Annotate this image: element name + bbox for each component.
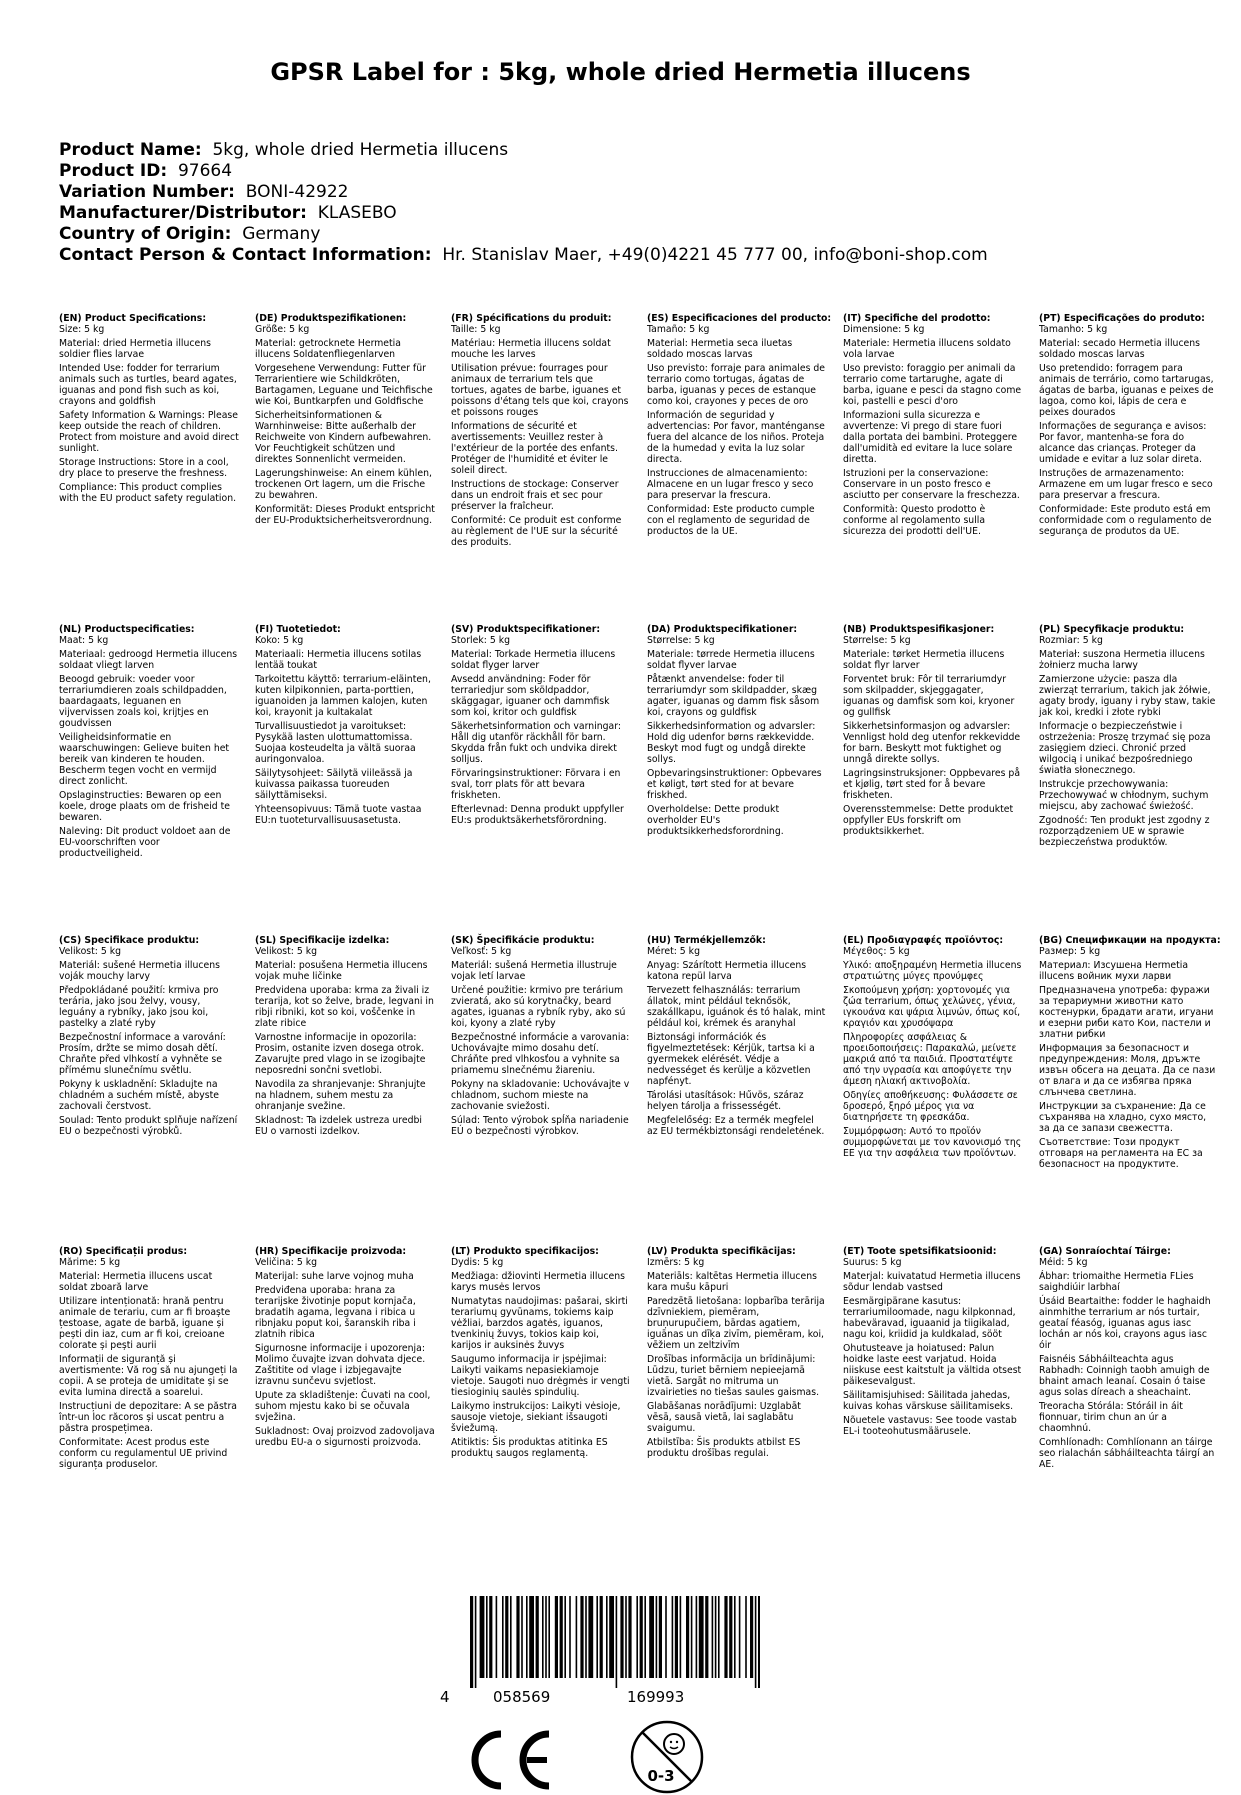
spec-block	[1039, 624, 1219, 848]
barcode-bar	[489, 1596, 492, 1678]
spec-heading: (NL) Productspecificaties:	[59, 624, 195, 635]
spec-field: Υλικό: αποξηραμένη Hermetia illucens στρατιώτης μύγες προνύμφες	[843, 960, 1022, 982]
barcode-bar	[640, 1596, 643, 1678]
spec-field: Biztonsági információk és figyelmeztetések: Kérjük, tartsa ki a gyermekek elérését. Védje a nedvességet és kerülje a közvetlen napfényt.	[647, 1032, 815, 1087]
spec-field: Utilizare intenționată: hrană pentru animale de terariu, cum ar fi broaște țestoase, agate de barbă, iguane și pești din iaz, cum ar fi koi, creioane colorate și pești aurii	[59, 1296, 231, 1351]
barcode-bar	[521, 1596, 523, 1678]
spec-field: Tarkoitettu käyttö: terrarium-eläinten, kuten kilpikonnien, parta-porttien, iguanoiden ja lammen kalojen, kuten koi, krayonit ja kultakalat	[255, 674, 431, 718]
spec-field: Bezpečnostní informace a varování: Prosím, držte se mimo dosah dětí. Chraňte před vlhkostí a vyhněte se přímému slunečnímu světlu.	[59, 1032, 226, 1076]
barcode-bar	[699, 1596, 704, 1678]
spec-field: Material: secado Hermetia illucens soldado moscas larvas	[1039, 338, 1201, 360]
spec-field: Σκοπούμενη χρήση: χορτονομές για ζώα terrarium, όπως χελώνες, γένια, ιγκουάνα και ψάρια λιμνών, όπως κοί, κραγιόν και χρυσόψαρα	[843, 985, 1021, 1029]
spec-heading: (ET) Toote spetsifikatsioonid:	[843, 1246, 997, 1257]
spec-block	[451, 624, 631, 826]
barcode-bar	[625, 1596, 627, 1678]
spec-block	[843, 1246, 1023, 1437]
spec-heading: (ES) Especificaciones del producto:	[647, 313, 832, 324]
barcode-bar	[750, 1596, 753, 1678]
spec-size: Mărime: 5 kg	[59, 1257, 121, 1268]
spec-size: Méid: 5 kg	[1039, 1257, 1088, 1268]
spec-block	[59, 624, 239, 859]
spec-field: Megfelelőség: Ez a termék megfelel az EU termékbiztonsági rendeletének.	[647, 1115, 825, 1137]
barcode-bar	[649, 1596, 654, 1678]
spec-field: Atitiktis: Šis produktas atitinka ES produktų saugos reglamentą.	[451, 1437, 608, 1459]
spec-size: Dimensione: 5 kg	[843, 324, 925, 335]
spec-field: Avsedd användning: Foder för terrariedjur som sköldpaddor, skäggagar, iguaner och dammfisk som koi, kritor och guldfisk	[451, 674, 610, 718]
spec-field: Istruzioni per la conservazione: Conservare in un posto fresco e asciutto per conservare la freschezza.	[843, 468, 1020, 501]
spec-size: Velikost: 5 kg	[59, 946, 121, 957]
spec-field: Säilitamisjuhised: Säilitada jahedas, kuivas kohas värskuse säilitamiseks.	[843, 1390, 1014, 1412]
spec-block	[843, 313, 1023, 537]
barcode-bar	[616, 1596, 618, 1688]
barcode-bar	[656, 1596, 658, 1678]
barcode-bar	[620, 1596, 623, 1678]
barcode-bar	[739, 1596, 741, 1678]
barcode-bar	[606, 1596, 608, 1678]
spec-field: Conformidad: Este producto cumple con el reglamento de seguridad de productos de la UE.	[647, 504, 815, 537]
spec-heading: (PT) Especificações do produto:	[1039, 313, 1205, 324]
spec-size: Taille: 5 kg	[451, 324, 501, 335]
spec-field: Overensstemmelse: Dette produktet oppfyller EUs forskrift om produktsikkerhet.	[843, 804, 1014, 837]
spec-block	[255, 1246, 435, 1448]
spec-size: Izmērs: 5 kg	[647, 1257, 705, 1268]
spec-field: Инструкции за съхранение: Да се съхранява на хладно, сухо място, за да се запази свежестта.	[1039, 1101, 1207, 1134]
spec-field: Информация за безопасност и предупреждения: Моля, дръжте извън обсега на децата. Да се пази от влага и да се избягва пряка слънчева светлина.	[1039, 1043, 1216, 1098]
barcode-bar	[585, 1596, 587, 1678]
spec-field: Conformidade: Este produto está em conformidade com o regulamento de segurança de produtos da UE.	[1039, 504, 1212, 537]
spec-field: Utilisation prévue: fourrages pour animaux de terrarium tels que tortues, agates de barbe, iguanes et poissons d'étang tels que koi, crayons et poissons rouges	[451, 363, 629, 418]
spec-field: Eesmärgipärane kasutus: terrariumiloomade, nagu kilpkonnad, habeväravad, iguaanid ja tiigikalad, nagu koi, kriidid ja kuldkalad, sööt	[843, 1296, 1016, 1340]
info-row-product-name	[59, 140, 988, 161]
spec-field: Ábhar: triomaithe Hermetia FLies saighdiúir larbhaí	[1039, 1271, 1194, 1293]
spec-heading: (SK) Špecifikácie produktu:	[451, 935, 595, 946]
barcode-bar	[691, 1596, 693, 1678]
spec-field: Předpokládané použití: krmiva pro terária, jako jsou želvy, vousy, leguány a rybníky, jako jsou koi, pastelky a zlaté ryby	[59, 985, 219, 1029]
barcode-bar	[542, 1596, 544, 1678]
barcode-bar	[675, 1596, 678, 1678]
spec-block	[647, 935, 827, 1137]
spec-field: Uso previsto: foraggio per animali da terrario come tartarughe, agate di barba, iguane e pesci da stagno come koi, pastelli e pesci d'oro	[843, 363, 1022, 407]
spec-field: Material: Hermetia illucens uscat soldat zboară larve	[59, 1271, 213, 1293]
spec-heading: (PL) Specyfikacje produktu:	[1039, 624, 1185, 635]
spec-field: Zamierzone użycie: pasza dla zwierząt terrarium, takich jak żółwie, agaty brody, iguany i ryby staw, takie jak koi, kredki i złote rybki	[1039, 674, 1216, 718]
barcode-bar	[745, 1596, 747, 1678]
spec-heading: (DE) Produktspezifikationen:	[255, 313, 407, 324]
spec-field: Materjal: kuivatatud Hermetia illucens sõdur lendab vastsed	[843, 1271, 1021, 1293]
spec-field: Vorgesehene Verwendung: Futter für Terrarientiere wie Schildkröten, Bartagamen, Leguane und Teichfische wie Koi, Buntkarpfen und Goldfische	[255, 363, 433, 407]
spec-field: Uso previsto: forraje para animales de terrario como tortugas, ágatas de barba, iguanas y peces de estanque como koi, crayones y peces de oro	[647, 363, 825, 407]
barcode-bar	[672, 1596, 674, 1678]
spec-field: Предназначена употреба: фуражи за терариумни животни като костенурки, брадати агати, игуани и езерни риби като Кои, пастели и златни рибки	[1039, 985, 1214, 1040]
spec-block	[255, 313, 435, 526]
spec-heading: (GA) Sonraíochtaí Táirge:	[1039, 1246, 1171, 1257]
spec-field: Compliance: This product complies with the EU product safety regulation.	[59, 482, 237, 504]
info-value: Germany	[242, 224, 321, 244]
info-row-variation	[59, 182, 988, 203]
spec-field: Lagerungshinweise: An einem kühlen, trockenen Ort lagern, um die Frische zu bewahren.	[255, 468, 432, 501]
spec-heading: (HU) Termékjellemzők:	[647, 935, 766, 946]
spec-field: Uso pretendido: forragem para animais de terrário, como tartarugas, ágatas de barba, iguanas e peixes de lagoa, como koi, lápis de cera e peixes dourados	[1039, 363, 1214, 418]
spec-field: Conformitate: Acest produs este conform cu regulamentul UE privind siguranța produselor.	[59, 1437, 228, 1470]
spec-block	[451, 1246, 631, 1459]
spec-field: Glabāšanas norādījumi: Uzglabāt vēsā, sausā vietā, lai saglabātu svaigumu.	[647, 1401, 801, 1434]
age-label: 0-3	[647, 1767, 675, 1785]
barcode-bar	[755, 1596, 757, 1688]
spec-heading: (EN) Product Specifications:	[59, 313, 207, 324]
spec-field: Materiale: tørrede Hermetia illucens soldat flyver larvae	[647, 649, 815, 671]
spec-field: Instrukcje przechowywania: Przechowywać w chłodnym, suchym miejscu, aby zachować świeżość.	[1039, 779, 1209, 812]
barcode-bar	[644, 1596, 646, 1678]
barcode-bar	[659, 1596, 662, 1678]
spec-size: Størrelse: 5 kg	[647, 635, 715, 646]
barcode-bar	[758, 1596, 760, 1688]
spec-heading: (FR) Spécifications du produit:	[451, 313, 612, 324]
spec-field: Intended Use: fodder for terrarium animals such as turtles, beard agates, iguanas and pond fish such as koi, crayons and goldfish	[59, 363, 237, 407]
spec-field: Úsáid Beartaithe: fodder le haghaidh ainmhithe terrarium ar nós turtair, geataí féasóg, iguanas agus iasc lochán ar nós koi, crayons agus iasc óir	[1039, 1296, 1211, 1351]
spec-heading: (BG) Спецификации на продукта:	[1039, 935, 1221, 946]
spec-field: Lagringsinstruksjoner: Oppbevares på et kjølig, tørt sted for å bevare friskheten.	[843, 768, 1021, 801]
spec-field: Sikkerhetsinformasjon og advarsler: Vennligst hold deg utenfor rekkevidde for barn. Beskytt mot fuktighet og unngå direkte sollys.	[843, 721, 1021, 765]
info-value: 5kg, whole dried Hermetia illucens	[212, 140, 509, 160]
barcode	[470, 1596, 760, 1688]
ce-mark-icon	[459, 1727, 555, 1793]
spec-field: Tervezett felhasználás: terrarium állatok, mint például teknősök, szakállkapu, iguánok és tó halak, mint például koi, krémek és aranyhal	[647, 985, 826, 1029]
spec-field: Nõuetele vastavus: See toode vastab EL-i tooteohutusmäärusele.	[843, 1415, 1017, 1437]
spec-field: Numatytas naudojimas: pašarai, skirti terariumų gyvūnams, tokiems kaip vėžliai, barzdos agatės, iguanos, tvenkinių žuvys, tokios kaip koi, karijos ir auksinės žuvys	[451, 1296, 628, 1351]
spec-size: Größe: 5 kg	[255, 324, 310, 335]
spec-field: Conformité: Ce produit est conforme au règlement de l'UE sur la sécurité des produits.	[451, 515, 622, 548]
spec-field: Materiał: suszona Hermetia illucens żołnierz mucha larwy	[1039, 649, 1205, 671]
spec-size: Koko: 5 kg	[255, 635, 304, 646]
spec-field: Predvidena uporaba: krma za živali iz terarija, kot so želve, brade, legvani in ribji ribniki, kot so koi, voščenke in zlate ribice	[255, 985, 434, 1029]
barcode-bar	[712, 1596, 714, 1678]
spec-field: Material: dried Hermetia illucens soldier flies larvae	[59, 338, 211, 360]
spec-field: Safety Information & Warnings: Please keep outside the reach of children. Protect from moisture and avoid direct sunlight.	[59, 410, 239, 454]
barcode-bar	[588, 1596, 593, 1678]
spec-block	[59, 935, 239, 1137]
spec-field: Instrucțiuni de depozitare: A se păstra într-un loc răcoros și uscat pentru a păstra prospețimea.	[59, 1401, 237, 1434]
spec-size: Tamanho: 5 kg	[1039, 324, 1108, 335]
spec-field: Sicherheitsinformationen & Warnhinweise: Bitte außerhalb der Reichweite von Kindern aufbewahren. Vor Feuchtigkeit schützen und direktes Sonnenlicht vermeiden.	[255, 410, 432, 465]
spec-field: Opbevaringsinstruktioner: Opbevares et køligt, tørt sted for at bevare friskhed.	[647, 768, 822, 801]
spec-size: Tamaño: 5 kg	[647, 324, 710, 335]
spec-size: Dydis: 5 kg	[451, 1257, 504, 1268]
spec-field: Skladnost: Ta izdelek ustreza uredbi EU o varnosti izdelkov.	[255, 1115, 423, 1137]
barcode-bar	[545, 1596, 547, 1678]
spec-field: Opslaginstructies: Bewaren op een koele, droge plaats om de frisheid te bewaren.	[59, 790, 230, 823]
info-value: BONI-42922	[245, 182, 349, 202]
spec-field: Storage Instructions: Store in a cool, dry place to preserve the freshness.	[59, 457, 229, 479]
info-row-product-id	[59, 161, 988, 182]
barcode-bar	[636, 1596, 638, 1678]
spec-block	[1039, 935, 1219, 1170]
spec-field: Pokyny k uskladnění: Skladujte na chladném a suchém místě, abyste zachovali čerstvost.	[59, 1079, 219, 1112]
spec-field: Συμμόρφωση: Αυτό το προϊόν συμμορφώνεται με τον κανονισμό της ΕΕ για την ασφάλεια των προϊόντων.	[843, 1126, 1022, 1159]
spec-field: Material: Torkade Hermetia illucens soldat flyger larver	[451, 649, 616, 671]
barcode-bar	[715, 1596, 717, 1678]
spec-heading: (RO) Specificații produs:	[59, 1246, 188, 1257]
spec-heading: (HR) Specifikacije proizvoda:	[255, 1246, 407, 1257]
spec-field: Bezpečnostné informácie a varovania: Uchovávajte mimo dosahu detí. Chráňte pred vlhkosťou a vyhnite sa priamemu slnečnému žiareniu.	[451, 1032, 630, 1076]
barcode-bar	[600, 1596, 603, 1678]
barcode-bar	[555, 1596, 558, 1678]
spec-size: Veličina: 5 kg	[255, 1257, 318, 1268]
spec-field: Instruções de armazenamento: Armazene em um lugar fresco e seco para preservar a frescura.	[1039, 468, 1213, 501]
spec-field: Súlad: Tento výrobok spĺňa nariadenie EÚ o bezpečnosti výrobkov.	[451, 1115, 629, 1137]
spec-field: Πληροφορίες ασφάλειας & προειδοποιήσεις: Παρακαλώ, μείνετε μακριά από τα παιδιά. Προστατέψτε από την υγρασία και αποφύγετε την άμεση ηλιακή ακτινοβολία.	[843, 1032, 1017, 1087]
spec-block	[451, 935, 631, 1137]
spec-size: Size: 5 kg	[59, 324, 105, 335]
spec-field: Efterlevnad: Denna produkt uppfyller EU:s produktsäkerhetsförordning.	[451, 804, 624, 826]
spec-field: Instructions de stockage: Conserver dans un endroit frais et sec pour préserver la fraîcheur.	[451, 479, 619, 512]
spec-field: Beoogd gebruik: voeder voor terrariumdieren zoals schildpadden, baardagaats, leguanen en vijvervissen zoals koi, krijtjes en goudvissen	[59, 674, 227, 729]
spec-block	[647, 1246, 827, 1459]
info-value: Hr. Stanislav Maer, +49(0)4221 45 777 00, info@boni-shop.com	[442, 245, 988, 265]
spec-field: Material: Hermetia seca iluetas soldado moscas larvas	[647, 338, 793, 360]
spec-field: Medžiaga: džiovinti Hermetia illucens karys musės lervos	[451, 1271, 625, 1293]
spec-field: Informações de segurança e avisos: Por favor, mantenha-se fora do alcance das crianças. Proteger da umidade e evitar a luz solar direta.	[1039, 421, 1207, 465]
spec-field: Určené použitie: krmivo pre terárium zvieratá, ako sú korytnačky, beard agates, iguanas a rybník ryby, ako sú koi, kyony a zlaté ryby	[451, 985, 626, 1029]
spec-field: Matériau: Hermetia illucens soldat mouche les larves	[451, 338, 611, 360]
barcode-bar	[576, 1596, 578, 1678]
spec-block	[1039, 1246, 1219, 1470]
barcode-bar	[505, 1596, 508, 1678]
spec-field: Sukladnost: Ovaj proizvod zadovoljava uredbu EU-a o sigurnosti proizvoda.	[255, 1426, 435, 1448]
spec-field: Οδηγίες αποθήκευσης: Φυλάσσετε σε δροσερό, ξηρό μέρος για να διατηρήσετε τη φρεσκάδα.	[843, 1090, 1018, 1123]
spec-field: Materiaali: Hermetia illucens sotilas lentää toukat	[255, 649, 422, 671]
info-label: Manufacturer/Distributor:	[59, 203, 307, 223]
info-row-manufacturer	[59, 203, 988, 224]
spec-field: Soulad: Tento produkt splňuje nařízení EU o bezpečnosti výrobků.	[59, 1115, 238, 1137]
spec-field: Pokyny na skladovanie: Uchovávajte v chladnom, suchom mieste na zachovanie sviežosti.	[451, 1079, 630, 1112]
barcode-bar	[609, 1596, 614, 1678]
spec-field: Drošības informācija un brīdinājumi: Lūdzu, turiet bērniem nepieejamā vietā. Sargāt no mitruma un izvairieties no tiešas saules gaismas.	[647, 1354, 820, 1398]
spec-field: Navodila za shranjevanje: Shranjujte na hladnem, suhem mestu za ohranjanje svežine.	[255, 1079, 426, 1112]
spec-size: Μέγεθος: 5 kg	[843, 946, 910, 957]
spec-heading: (SL) Specifikacije izdelka:	[255, 935, 390, 946]
spec-block	[843, 624, 1023, 837]
spec-field: Anyag: Szárított Hermetia illucens katona repül larva	[647, 960, 807, 982]
barcode-bar	[486, 1596, 488, 1678]
spec-heading: (DA) Produktspecifikationer:	[647, 624, 798, 635]
spec-field: Paredzētā lietošana: lopbarība terārija dzīvniekiem, piemēram, bruņurupučiem, bārdas agatiem, iguānas un dīķa zivīm, piemēram, koi, vēžiem un zeltzivīm	[647, 1296, 825, 1351]
spec-heading: (IT) Specifiche del prodotto:	[843, 313, 991, 324]
spec-field: Saugumo informacija ir įspėjimai: Laikyti vaikams nepasiekiamoje vietoje. Saugoti nuo drėgmės ir vengti tiesioginių saulės spindulių.	[451, 1354, 630, 1398]
spec-field: Materiale: tørket Hermetia illucens soldat flyr larver	[843, 649, 1005, 671]
spec-field: Atbilstība: Šis produkts atbilst ES produktu drošības regulai.	[647, 1437, 801, 1459]
info-label: Variation Number:	[59, 182, 235, 202]
barcode-bar	[536, 1596, 539, 1678]
barcode-bar	[734, 1596, 736, 1678]
spec-size: Méret: 5 kg	[647, 946, 700, 957]
spec-field: Säilytysohjeet: Säilytä viileässä ja kuivassa paikassa tuoreuden säilyttämiseksi.	[255, 768, 413, 801]
spec-field: Tárolási utasítások: Hűvös, száraz helyen tárolja a frissességét.	[647, 1090, 804, 1112]
spec-heading: (SV) Produktspecifikationer:	[451, 624, 601, 635]
spec-field: Material: getrocknete Hermetia illucens Soldatenfliegenlarven	[255, 338, 401, 360]
barcode-bar	[686, 1596, 689, 1678]
barcode-left-digits: 058569	[493, 1688, 551, 1706]
spec-field: Materiaal: gedroogd Hermetia illucens soldaat vliegt larven	[59, 649, 238, 671]
spec-heading: (FI) Tuotetiedot:	[255, 624, 341, 635]
spec-field: Comhlíonadh: Comhlíonann an táirge seo rialachán sábháilteachta táirgí an AE.	[1039, 1437, 1215, 1470]
spec-block	[59, 1246, 239, 1470]
barcode-bar	[480, 1596, 485, 1678]
spec-field: Turvallisuustiedot ja varoitukset: Pysykää lasten ulottumattomissa. Suojaa kosteudelta ja vältä suoraa auringonvaloa.	[255, 721, 416, 765]
barcode-bar	[470, 1596, 473, 1688]
spec-field: Yhteensopivuus: Tämä tuote vastaa EU:n tuoteturvallisuusasetusta.	[255, 804, 422, 826]
barcode-bar	[705, 1596, 708, 1678]
spec-field: Съответствие: Този продукт отговаря на регламента на ЕС за безопасност на продуктите.	[1039, 1137, 1203, 1170]
spec-size: Velikost: 5 kg	[255, 946, 317, 957]
barcode-bar	[475, 1596, 477, 1688]
spec-field: Materijal: suhe larve vojnog muha	[255, 1271, 414, 1282]
spec-field: Naleving: Dit product voldoet aan de EU-voorschriften voor productveiligheid.	[59, 826, 231, 859]
barcode-bar	[628, 1596, 631, 1678]
barcode-bar	[680, 1596, 682, 1678]
spec-field: Materiāls: kaltētas Hermetia illucens kara mušu kāpuri	[647, 1271, 817, 1293]
spec-heading: (CS) Specifikace produktu:	[59, 935, 200, 946]
spec-size: Storlek: 5 kg	[451, 635, 510, 646]
spec-field: Förvaringsinstruktioner: Förvara i en sval, torr plats för att bevara friskheten.	[451, 768, 621, 801]
info-label: Country of Origin:	[59, 224, 232, 244]
barcode-right-digits: 169993	[627, 1688, 685, 1706]
barcode-bar	[529, 1596, 534, 1678]
spec-heading: (NB) Produktspesifikasjoner:	[843, 624, 995, 635]
spec-size: Maat: 5 kg	[59, 635, 109, 646]
spec-field: Informații de siguranță și avertismente: Vă rog să nu ajungeți la copii. A se proteja de umiditate și se evita lumina directă a soarelui.	[59, 1354, 238, 1398]
spec-field: Faisnéis Sábháilteachta agus Rabhadh: Coinnigh taobh amuigh de bhaint amach leanaí. Cosain ó taise agus solas díreach a sheachaint.	[1039, 1354, 1210, 1398]
spec-block	[255, 624, 435, 826]
barcode-bar	[516, 1596, 519, 1678]
spec-field: Konformität: Dieses Produkt entspricht der EU-Produktsicherheitsverordnung.	[255, 504, 435, 526]
spec-field: Sigurnosne informacije i upozorenja: Molimo čuvajte izvan dohvata djece. Zaštitite od vlage i izbjegavajte izravnu sunčevu svjetlost.	[255, 1343, 426, 1387]
barcode-bar	[596, 1596, 598, 1678]
spec-size: Størrelse: 5 kg	[843, 635, 911, 646]
spec-block	[255, 935, 435, 1137]
spec-field: Laikymo instrukcijos: Laikyti vėsioje, sausoje vietoje, siekiant išsaugoti šviežumą.	[451, 1401, 621, 1434]
spec-block	[451, 313, 631, 548]
spec-block	[59, 313, 239, 504]
spec-field: Materiale: Hermetia illucens soldato vola larvae	[843, 338, 1011, 360]
barcode-bar	[569, 1596, 571, 1678]
barcode-bar	[580, 1596, 583, 1678]
spec-block	[843, 935, 1023, 1159]
barcode-bar	[560, 1596, 563, 1678]
spec-block	[647, 624, 827, 837]
barcode-bar	[526, 1596, 528, 1678]
info-row-contact	[59, 245, 988, 266]
spec-field: Conformità: Questo prodotto è conforme al regolamento sulla sicurezza dei prodotti dell'UE.	[843, 504, 986, 537]
barcode-bar	[564, 1596, 566, 1678]
spec-size: Rozmiar: 5 kg	[1039, 635, 1103, 646]
spec-field: Påtænkt anvendelse: foder til terrariumdyr som skildpadder, skæg agater, iguanas og damm fisk såsom koi, crayons og guldfisk	[647, 674, 820, 718]
barcode-bar	[718, 1596, 720, 1678]
barcode-bar	[729, 1596, 732, 1678]
info-value: KLASEBO	[317, 203, 397, 223]
info-label: Contact Person & Contact Information:	[59, 245, 432, 265]
spec-field: Материал: Изсушена Hermetia illucens войник мухи ларви	[1039, 960, 1189, 982]
barcode-bar	[665, 1596, 667, 1678]
barcode-bar	[696, 1596, 698, 1678]
spec-field: Informazioni sulla sicurezza e avvertenze: Vi prego di stare fuori dalla portata dei bambini. Proteggere dall'umidità ed evitare la luce solare diretta.	[843, 410, 1018, 465]
product-info	[59, 140, 988, 266]
spec-field: Säkerhetsinformation och varningar: Håll dig utanför räckhåll för barn. Skydda från fukt och undvika direkt solljus.	[451, 721, 622, 765]
spec-size: Suurus: 5 kg	[843, 1257, 902, 1268]
spec-field: Materiál: sušené Hermetia illucens voják mouchy larvy	[59, 960, 220, 982]
spec-field: Forventet bruk: Fôr til terrariumdyr som skilpadder, skjeggagater, iguanas og damfisk som koi, kryoner og gullfisk	[843, 674, 1015, 718]
barcode-bar	[502, 1596, 504, 1678]
barcode-bar	[724, 1596, 727, 1678]
spec-heading: (LV) Produkta specifikācijas:	[647, 1246, 796, 1257]
spec-field: Veiligheidsinformatie en waarschuwingen: Gelieve buiten het bereik van kinderen te houden. Bescherm tegen vocht en vermijd direct zonlicht.	[59, 732, 230, 787]
spec-field: Overholdelse: Dette produkt overholder EU's produktsikkerhedsforordning.	[647, 804, 784, 837]
info-label: Product Name:	[59, 140, 202, 160]
info-value: 97664	[177, 161, 233, 181]
spec-field: Zgodność: Ten produkt jest zgodny z rozporządzeniem UE w sprawie bezpieczeństwa produktów.	[1039, 815, 1210, 848]
spec-field: Material: posušena Hermetia illucens vojak muhe ličinke	[255, 960, 428, 982]
barcode-bar	[548, 1596, 550, 1678]
info-row-origin	[59, 224, 988, 245]
info-label: Product ID:	[59, 161, 168, 181]
page-title: GPSR Label for : 5kg, whole dried Hermetia illucens	[270, 58, 971, 86]
barcode-bar	[510, 1596, 512, 1678]
barcode-bar	[496, 1596, 498, 1678]
spec-field: Treoracha Stórála: Stóráil in áit fionnuar, tirim chun an úr a chaomhnú.	[1039, 1401, 1183, 1434]
spec-field: Informacje o bezpieczeństwie i ostrzeżenia: Proszę trzymać się poza zasięgiem dzieci. Chronić przed wilgocią i unikać bezpośredniego światła słonecznego.	[1039, 721, 1211, 776]
spec-field: Materiál: sušená Hermetia illustruje vojak letí larvae	[451, 960, 617, 982]
spec-heading: (EL) Προδιαγραφές προϊόντος:	[843, 935, 1004, 946]
spec-field: Informations de sécurité et avertissements: Veuillez rester à l'extérieur de la portée des enfants. Protéger de l'humidité et éviter le soleil direct.	[451, 421, 618, 476]
spec-field: Upute za skladištenje: Čuvati na cool, suhom mjestu kako bi se očuvala svježina.	[255, 1390, 431, 1423]
spec-heading: (LT) Produkto specifikacijos:	[451, 1246, 599, 1257]
spec-field: Información de seguridad y advertencias: Por favor, manténganse fuera del alcance de los niños. Proteja de la humedad y evita la luz solar directa.	[647, 410, 825, 465]
barcode-lead-digit: 4	[440, 1688, 450, 1706]
spec-block	[1039, 313, 1219, 537]
spec-size: Veľkosť: 5 kg	[451, 946, 512, 957]
spec-field: Ohutusteave ja hoiatused: Palun hoidke laste eest varjatud. Hoida niiskuse eest kaitstult ja vältida otsest päikesevalgust.	[843, 1343, 1022, 1387]
spec-field: Varnostne informacije in opozorila: Prosim, ostanite izven dosega otrok. Zavarujte pred vlago in se izogibajte neposredni sončni svetlobi.	[255, 1032, 426, 1076]
spec-field: Instrucciones de almacenamiento: Almacene en un lugar fresco y seco para preservar la frescura.	[647, 468, 814, 501]
spec-field: Sikkerhedsinformation og advarsler: Hold dig udenfor børns rækkevidde. Beskyt mod fugt og undgå direkte sollys.	[647, 721, 816, 765]
spec-size: Размер: 5 kg	[1039, 946, 1101, 957]
spec-block	[647, 313, 832, 537]
age-warning-icon	[629, 1719, 705, 1795]
spec-field: Predviđena uporaba: hrana za terarijske životinje poput kornjača, bradatih agama, legvana i ribica u ribnjaku poput koi, šaranskih riba i zlatnih ribica	[255, 1285, 416, 1340]
